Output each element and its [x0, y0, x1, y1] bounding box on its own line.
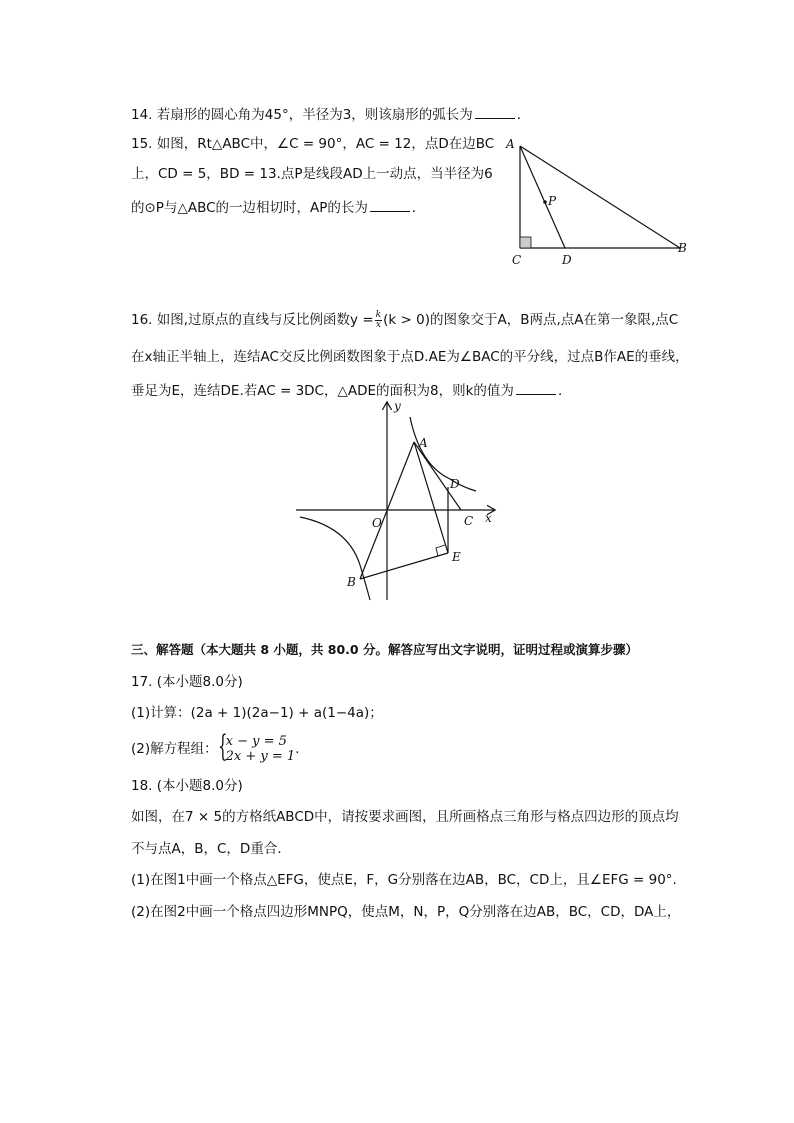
q15-triangle-figure — [500, 130, 700, 270]
label-x: x — [485, 511, 492, 525]
q14-answer-blank — [475, 104, 515, 119]
section-3-title: 三、解答题（本大题共 8 小题，共 80.0 分。解答应写出文字说明，证明过程或演算步骤） — [131, 642, 638, 657]
q16-line-1-b: (k > 0)的图象交于A，B两点,点A在第一象限,点C — [383, 312, 679, 328]
q15-end: ． — [411, 200, 426, 216]
q17-head: 17. (本小题8.0分) — [131, 674, 243, 690]
label-d: D — [562, 253, 572, 267]
q17-part-2-end: . — [295, 741, 300, 757]
q16-line-1-a: 16. 如图,过原点的直线与反比例函数y = — [131, 312, 374, 328]
label-c: C — [512, 253, 522, 267]
q17-part-1: (1)计算：(2a + 1)(2a−1) + a(1−4a)； — [131, 705, 383, 721]
brace-icon: { — [217, 729, 228, 764]
q14-text: 14. 若扇形的圆心角为45°，半径为3，则该扇形的弧长为 — [131, 107, 473, 123]
q15-line-1: 15. 如图，Rt△ABC中，∠C = 90°，AC = 12，点D在边BC — [131, 136, 495, 152]
label-p: P — [548, 194, 557, 208]
segment-ac — [414, 442, 461, 510]
equation-2: 2x + y = 1 — [225, 749, 296, 764]
fraction-numerator: k — [375, 309, 382, 320]
q18-part-1: (1)在图1中画一个格点△EFG，使点E，F，G分别落在边AB，BC，CD上，且∠EFG = 90°. — [131, 872, 677, 888]
q18-head: 18. (本小题8.0分) — [131, 778, 243, 794]
label-o: O — [372, 516, 382, 530]
label-y: y — [394, 399, 401, 413]
equation-system — [217, 729, 296, 764]
q18-part-2: (2)在图2中画一个格点四边形MNPQ，使点M，N，P，Q分别落在边AB，BC，CD，DA上， — [131, 904, 681, 920]
label-b: B — [678, 241, 687, 255]
q14-end: ． — [516, 107, 531, 123]
segment-be — [360, 553, 448, 579]
q16-answer-blank — [516, 380, 556, 395]
q18-line-1: 如图，在7 × 5的方格纸ABCD中，请按要求画图，且所画格点三角形与格点四边形的顶点均 — [131, 809, 679, 825]
label-a: A — [506, 137, 515, 151]
right-angle-mark — [520, 237, 531, 248]
q15-answer-blank — [370, 197, 410, 212]
segment-ab — [520, 146, 680, 248]
q17-part-2 — [131, 729, 300, 764]
label-a: A — [419, 436, 428, 450]
q16-line-2: 在x轴正半轴上，连结AC交反比例函数图象于点D.AE为∠BAC的平分线，过点B作AE的垂线， — [131, 349, 689, 365]
k-over-x-fraction — [375, 311, 382, 330]
fraction-denominator: x — [375, 319, 381, 330]
label-c: C — [464, 514, 474, 528]
label-e: E — [452, 550, 461, 564]
label-b: B — [347, 575, 356, 589]
q16-end: ． — [557, 383, 572, 399]
segment-ae — [414, 442, 448, 553]
q15-line-3-text: 的⊙P与△ABC的一边相切时，AP的长为 — [131, 200, 368, 216]
q16-line-3-text: 垂足为E，连结DE.若AC = 3DC，△ADE的面积为8，则k的值为 — [131, 383, 514, 399]
hyperbola-branch-first-quadrant — [410, 417, 476, 491]
segment-ad — [520, 146, 565, 248]
question-14 — [131, 104, 530, 125]
point-p — [543, 200, 547, 204]
label-d: D — [450, 477, 460, 491]
q15-line-3 — [131, 197, 425, 218]
q16-hyperbola-figure — [290, 395, 510, 605]
hyperbola-branch-third-quadrant — [300, 517, 370, 600]
q18-line-2: 不与点A，B，C，D重合． — [131, 841, 291, 857]
q17-part-2-label: (2)解方程组： — [131, 741, 218, 757]
equation-1: x − y = 5 — [225, 734, 287, 749]
q16-line-1 — [131, 310, 678, 330]
q15-line-2: 上，CD = 5，BD = 13.点P是线段AD上一动点，当半径为6 — [131, 166, 493, 182]
